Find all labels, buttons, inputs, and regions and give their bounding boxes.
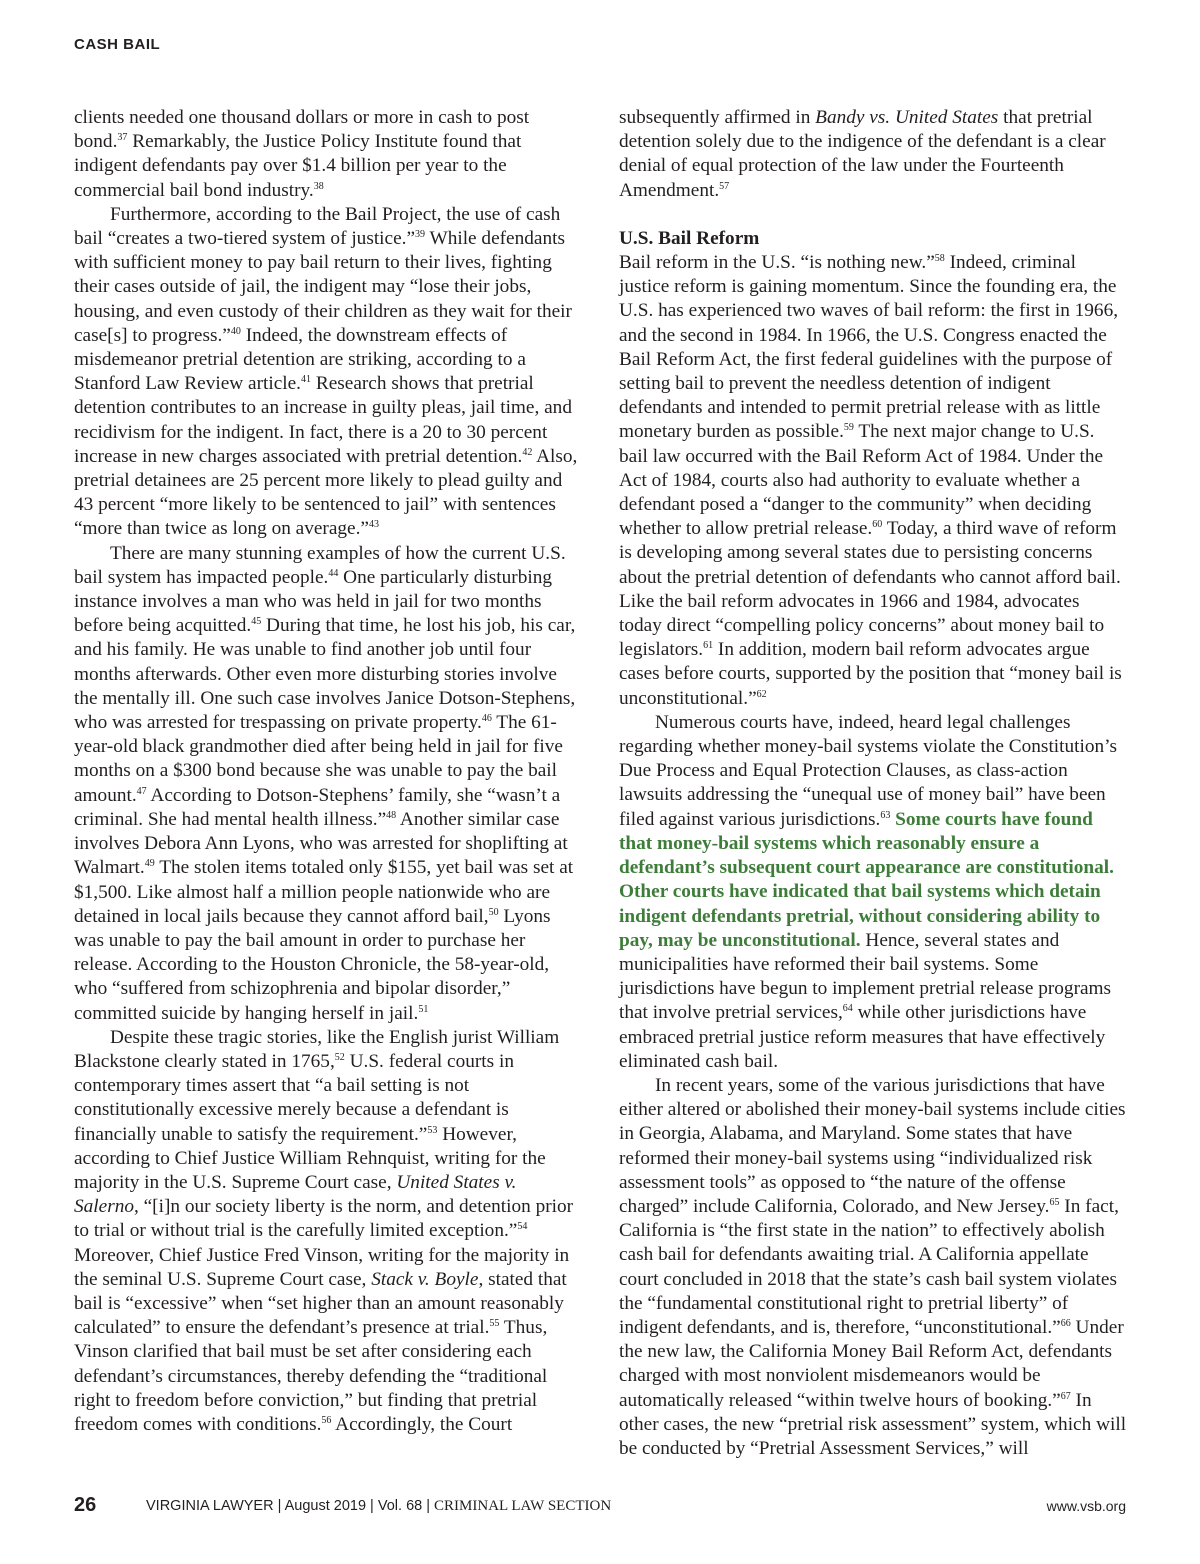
- paragraph: There are many stunning examples of how the current U.S. bail system has impacted people.$^{44}$ One particularly disturbing instance involves a man who was held in jail for two months before being acquitted.$^{45}$ During that time, he lost his job, his car, and his family. He was unable to find another job until four months afterwards. Other even more disturbing stories involve the mentally ill. One such case involves Janice Dotson-Stephens, who was arrested for trespassing on private property.$^{46}$ The 61-year-old black grandmother died after being held in jail for five months on a $300 bond because she was unable to pay the bail amount.$^{47}$ According to Dotson-Stephens’ family, she “wasn’t a criminal. She had mental health illness.”$^{48}$ Another similar case involves Debora Ann Lyons, who was arrested for shoplifting at Walmart.$^{49}$ The stolen items totaled only $155, yet bail was set at $1,500. Like almost half a million people nationwide who are detained in local jails because they cannot afford bail,$^{50}$ Lyons was unable to pay the bail amount in order to purchase her release. According to the Houston Chronicle, the 58-year-old, who “suffered from schizophrenia and bipolar disorder,” committed suicide by hanging herself in jail.$^{51}$: [74, 542, 576, 1024]
- footnote-ref[interactable]: 50: [488, 906, 499, 918]
- right-column: [619, 106, 1127, 1461]
- footnote-ref[interactable]: 48: [386, 809, 397, 821]
- footnote-ref[interactable]: 43: [368, 519, 379, 531]
- website-link[interactable]: www.vsb.org: [1046, 1498, 1126, 1514]
- paragraph: clients needed one thousand dollars or more in cash to post bond.$^{37}$ Remarkably, the Justice Policy Institute found that indigent defendants pay over $1.4 billion per year to the commercial bail bond industry.$^{38}$: [74, 107, 530, 201]
- section-heading: U.S. Bail Reform: [619, 227, 760, 249]
- footnote-ref[interactable]: 42: [522, 446, 533, 458]
- running-header: CASH BAIL: [74, 36, 161, 53]
- footnote-ref[interactable]: 54: [517, 1221, 528, 1233]
- case-name: Bandy vs. United States: [815, 107, 999, 128]
- paragraph: Numerous courts have, indeed, heard legal challenges regarding whether money-bail systems violate the Constitution’s Due Process and Equal Protection Clauses, as class-action lawsuits addressing the “unequal use of money bail” have been filed against various jurisdictions.$^{63}$ Some courts have found that money-bail systems which reasonably ensure a defendant’s subsequent court appearance are constitutional. Other courts have indicated that bail systems which detain indigent defendants pretrial, without considering ability to pay, may be unconstitutional. Hence, several states and municipalities have reformed their bail systems. Some jurisdictions have begun to implement pretrial release programs that involve pretrial services,$^{64}$ while other jurisdictions have embraced pretrial justice reform measures that have effectively eliminated cash bail.: [619, 711, 1118, 1072]
- footnote-ref[interactable]: 55: [489, 1318, 500, 1330]
- paragraph: subsequently affirmed in Bandy vs. United States that pretrial detention solely due to the indigence of the defendant is a clear denial of equal protection of the law under the Fourteenth Amendment.$^{57}$: [619, 107, 1106, 201]
- footnote-ref[interactable]: 57: [719, 180, 730, 192]
- footnote-ref[interactable]: 44: [328, 567, 339, 579]
- paragraph: Furthermore, according to the Bail Project, the use of cash bail “creates a two-tiered system of justice.”$^{39}$ While defendants with sufficient money to pay bail return to their lives, fighting their cases outside of jail, the indigent may “lose their jobs, housing, and even custody of their children as they wait for their case[s] to progress.”$^{40}$ Indeed, the downstream effects of misdemeanor pretrial detention are striking, according to a Stanford Law Review article.$^{41}$ Research shows that pretrial detention contributes to an increase in guilty pleas, jail time, and recidivism for the indigent. In fact, there is a 20 to 30 percent increase in new charges associated with pretrial detention.$^{42}$ Also, pretrial detainees are 25 percent more likely to plead guilty and 43 percent “more likely to be sentenced to jail” with sentences “more than twice as long on average.”$^{43}$: [74, 203, 578, 540]
- footnote-ref[interactable]: 41: [301, 374, 312, 386]
- page-number: 26: [74, 1494, 97, 1516]
- footnote-ref[interactable]: 67: [1060, 1390, 1071, 1402]
- magazine-info: VIRGINIA LAWYER | August 2019 | Vol. 68 | CRIMINAL LAW SECTION: [146, 1498, 612, 1514]
- page-footer: [74, 1494, 1126, 1524]
- footnote-ref[interactable]: 61: [703, 640, 714, 652]
- footnote-ref[interactable]: 49: [144, 858, 155, 870]
- footnote-ref[interactable]: 46: [481, 713, 492, 725]
- paragraph: Bail reform in the U.S. “is nothing new.”$^{58}$ Indeed, criminal justice reform is gaining momentum. Since the founding era, the U.S. has experienced two waves of bail reform: the first in 1966, and the second in 1984. In 1966, the U.S. Congress enacted the Bail Reform Act, the first federal guidelines with the purpose of setting bail to prevent the needless detention of indigent defendants and intended to permit pretrial release with as little monetary burden as possible.$^{59}$ The next major change to U.S. bail law occurred with the Bail Reform Act of 1984. Under the Act of 1984, courts also had authority to evaluate whether a defendant posed a “danger to the community” when deciding whether to allow pretrial release.$^{60}$ Today, a third wave of reform is developing among several states due to persisting concerns about the pretrial detention of defendants who cannot afford bail. Like the bail reform advocates in 1966 and 1984, advocates today direct “compelling policy concerns” about money bail to legislators.$^{61}$ In addition, modern bail reform advocates argue cases before courts, supported by the position that “money bail is unconstitutional.”$^{62}$: [619, 252, 1122, 709]
- footnote-ref[interactable]: 45: [251, 616, 262, 628]
- footnote-ref[interactable]: 37: [117, 132, 128, 144]
- footnote-ref[interactable]: 60: [872, 519, 883, 531]
- footnote-ref[interactable]: 66: [1060, 1317, 1071, 1329]
- paragraph: In recent years, some of the various jurisdictions that have either altered or abolished their money-bail systems include cities in Georgia, Alabama, and Maryland. Some states that have reformed their money-bail systems using “individualized risk assessment tools” as opposed to “the nature of the offense charged” include California, Colorado, and New Jersey.$^{65}$ In fact, California is “the first state in the nation” to effectively abolish cash bail for defendants awaiting trial. A California appellate court concluded in 2018 that the state’s cash bail system violates the “fundamental constitutional right to pretrial liberty” of indigent defendants, and is, therefore, “unconstitutional.”$^{66}$ Under the new law, the California Money Bail Reform Act, defendants charged with most nonviolent misdemeanors would be automatically released “within twelve hours of booking.”$^{67}$ In other cases, the new “pretrial risk assessment” system, which will be conducted by “Pretrial Assessment Services,” will: [619, 1074, 1127, 1459]
- footnote-ref[interactable]: 52: [334, 1051, 345, 1063]
- paragraph: Despite these tragic stories, like the English jurist William Blackstone clearly stated in 1765,52 U.S. federal courts in contemporary times assert that “a bail setting is not constitutionally excessive merely because a defendant is financially unable to satisfy the requirement.”$^{53}$ However, according to Chief Justice William Rehnquist, writing for the majority in the U.S. Supreme Court case, United States v. Salerno, “[i]n our society liberty is the norm, and detention prior to trial or without trial is the carefully limited exception.”$^{54}$ Moreover, Chief Justice Fred Vinson, writing for the majority in the seminal U.S. Supreme Court case, Stack v. Boyle, stated that bail is “excessive” when “set higher than an amount reasonably calculated” to ensure the defendant’s presence at trial.$^{55}$ Thus, Vinson clarified that bail must be set after considering each defendant’s circumstances, thereby defending the “traditional right to freedom before conviction,” but finding that pretrial freedom comes with conditions.$^{56}$ Accordingly, the Court: [74, 1026, 574, 1435]
- footnote-ref[interactable]: 47: [136, 785, 147, 797]
- footnote-ref[interactable]: 40: [230, 325, 241, 337]
- case-name: United States v. Salerno: [74, 1171, 517, 1218]
- footnote-ref[interactable]: 51: [418, 1003, 429, 1015]
- footnote-ref[interactable]: 53: [427, 1124, 438, 1136]
- footnote-ref[interactable]: 65: [1049, 1196, 1060, 1208]
- highlighted-pull-text: Some courts have found that money-bail systems which reasonably ensure a defendant’s subsequent court appearance are constitutional. Other courts have indicated that bail systems which detain indigent defendants pretrial, without considering ability to pay, may be unconstitutional.: [619, 808, 1114, 951]
- footnote-ref[interactable]: 64: [842, 1003, 853, 1015]
- left-column: [74, 106, 582, 1437]
- footnote-ref[interactable]: 39: [415, 229, 426, 241]
- footnote-ref[interactable]: 38: [313, 180, 324, 192]
- section-name: CRIMINAL LAW SECTION: [434, 1498, 612, 1514]
- footnote-ref[interactable]: 62: [756, 688, 767, 700]
- footnote-ref[interactable]: 56: [321, 1414, 332, 1426]
- footnote-ref[interactable]: 63: [880, 809, 891, 821]
- footnote-ref[interactable]: 59: [843, 422, 854, 434]
- case-name: Stack v. Boyle: [371, 1268, 479, 1290]
- footnote-ref[interactable]: 58: [934, 253, 945, 265]
